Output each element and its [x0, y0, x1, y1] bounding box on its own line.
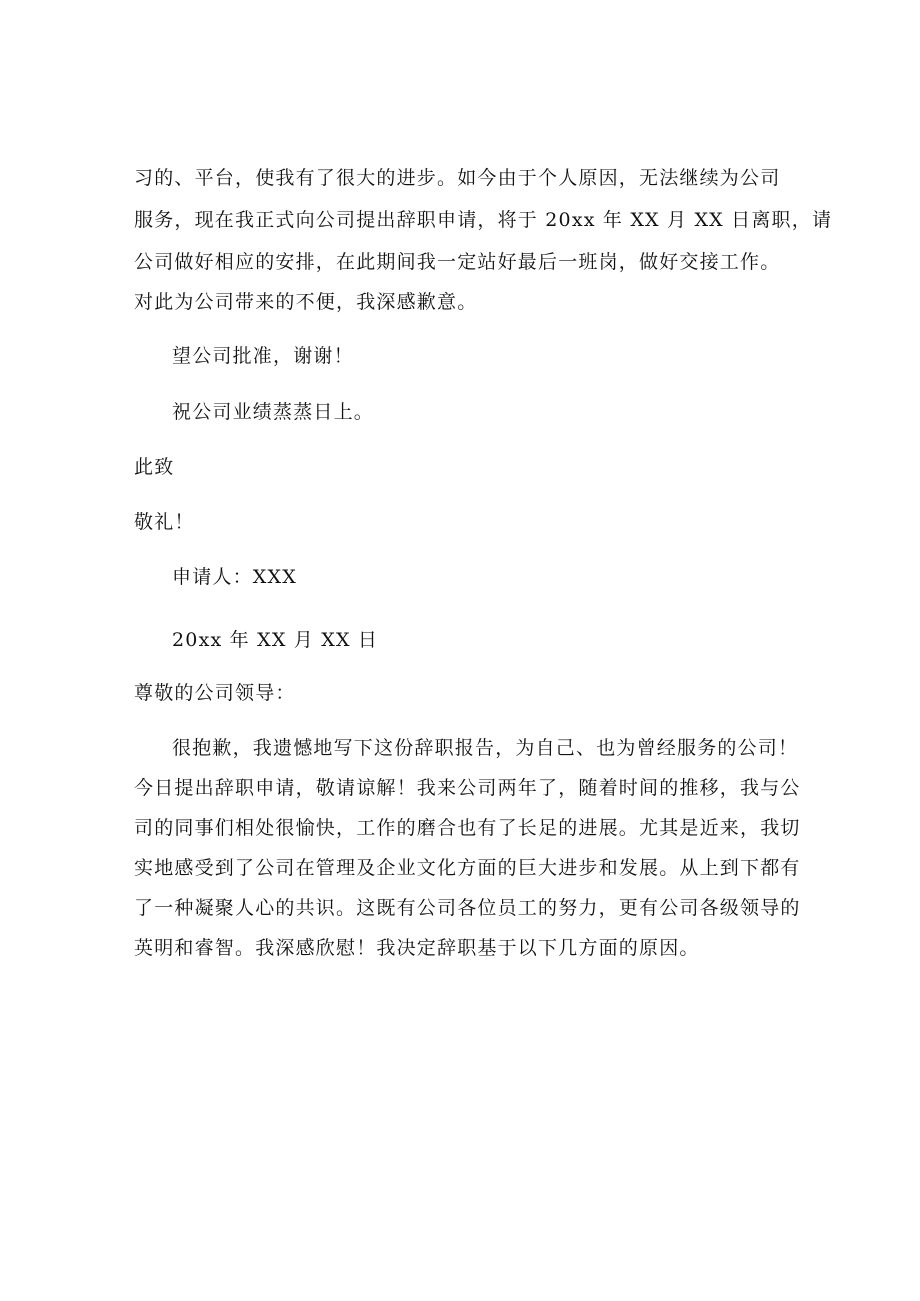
closing-line-2: 敬礼！	[134, 511, 195, 533]
paragraph1-line-3: 公司做好相应的安排，在此期间我一定站好最后一班岗，做好交接工作。	[134, 251, 781, 273]
applicant: 申请人：XXX	[172, 566, 297, 588]
paragraph1-line-4: 对此为公司带来的不便，我深感歉意。	[134, 291, 478, 313]
paragraph2-line-4: 实地感受到了公司在管理及企业文化方面的巨大进步和发展。从上到下都有	[134, 857, 801, 879]
paragraph1-line-2: 服务，现在我正式向公司提出辞职申请，将于 20xx 年 XX 月 XX 日离职，请	[134, 209, 833, 231]
paragraph2-line-6: 英明和睿智。我深感欣慰！我决定辞职基于以下几方面的原因。	[134, 937, 700, 959]
salutation: 尊敬的公司领导：	[134, 682, 296, 704]
paragraph2-line-5: 了一种凝聚人心的共识。这既有公司各位员工的努力，更有公司各级领导的	[134, 897, 801, 919]
closing-line-1: 此致	[134, 456, 175, 478]
paragraph2-line-3: 司的同事们相处很愉快，工作的磨合也有了长足的进展。尤其是近来，我切	[134, 817, 801, 839]
paragraph2-line-1: 很抱歉，我遗憾地写下这份辞职报告，为自己、也为曾经服务的公司！	[172, 737, 799, 759]
paragraph2-line-2: 今日提出辞职申请，敬请谅解！我来公司两年了，随着时间的推移，我与公	[134, 777, 801, 799]
blessing: 祝公司业绩蒸蒸日上。	[172, 401, 375, 423]
paragraph1-line-1: 习的、平台，使我有了很大的进步。如今由于个人原因，无法继续为公司	[134, 167, 781, 189]
approval-request: 望公司批准，谢谢！	[172, 345, 354, 367]
date: 20xx 年 XX 月 XX 日	[172, 629, 379, 651]
